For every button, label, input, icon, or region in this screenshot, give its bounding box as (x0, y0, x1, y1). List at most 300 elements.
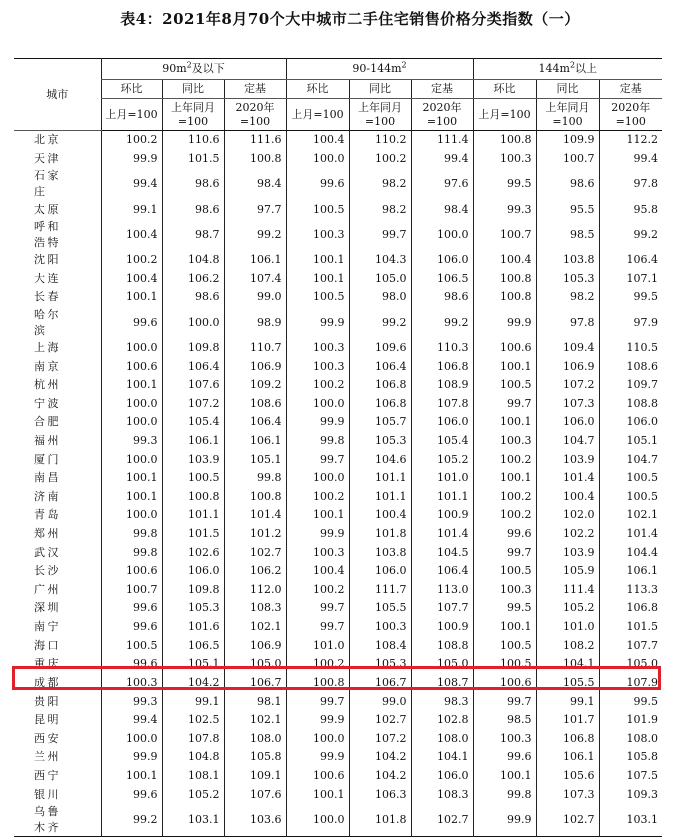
index-cell: 98.5 (536, 219, 599, 251)
index-cell: 101.2 (224, 525, 286, 544)
table-row (14, 339, 662, 358)
index-cell: 105.8 (599, 748, 662, 767)
index-cell: 102.5 (162, 711, 224, 730)
city-cell: 南宁 (34, 620, 59, 634)
base-header: 上月=100 (286, 99, 349, 131)
city-cell: 厦门 (34, 452, 59, 466)
index-cell: 106.9 (536, 357, 599, 376)
index-cell: 100.4 (286, 562, 349, 581)
index-cell: 101.1 (162, 506, 224, 525)
index-cell: 109.3 (599, 785, 662, 804)
index-cell: 103.8 (349, 543, 411, 562)
index-cell: 106.0 (411, 251, 473, 270)
index-cell: 99.9 (473, 804, 536, 837)
index-cell: 99.2 (599, 219, 662, 251)
index-cell: 100.2 (286, 655, 349, 674)
index-cell: 95.8 (599, 200, 662, 219)
index-cell: 102.1 (224, 711, 286, 730)
index-cell: 99.3 (101, 692, 162, 711)
index-cell: 99.8 (286, 432, 349, 451)
index-cell: 101.9 (599, 711, 662, 730)
index-cell: 103.9 (536, 543, 599, 562)
index-cell: 105.0 (349, 269, 411, 288)
city-cell: 长沙 (34, 564, 59, 578)
index-cell: 108.6 (224, 394, 286, 413)
index-cell: 99.2 (349, 307, 411, 339)
index-cell: 99.6 (101, 307, 162, 339)
table-row (14, 525, 662, 544)
index-cell: 100.3 (473, 150, 536, 169)
index-cell: 101.1 (411, 488, 473, 507)
index-cell: 99.8 (101, 543, 162, 562)
index-cell: 100.3 (349, 618, 411, 637)
index-cell: 99.8 (473, 785, 536, 804)
index-cell: 109.4 (536, 339, 599, 358)
index-cell: 99.5 (599, 692, 662, 711)
group-header-large: $144m^2$以上 (473, 59, 662, 80)
index-cell: 108.0 (224, 729, 286, 748)
index-cell: 100.8 (473, 269, 536, 288)
index-cell: 105.8 (224, 748, 286, 767)
index-cell: 100.5 (473, 636, 536, 655)
index-cell: 106.8 (536, 729, 599, 748)
index-cell: 100.1 (286, 251, 349, 270)
index-cell: 102.7 (411, 804, 473, 837)
metric-header: 同比 (162, 80, 224, 99)
base-header: 上月=100 (101, 99, 162, 131)
index-cell: 100.4 (101, 219, 162, 251)
index-cell: 106.4 (349, 357, 411, 376)
city-cell: 西宁 (34, 768, 59, 782)
metric-header: 环比 (101, 80, 162, 99)
index-cell: 100.1 (286, 785, 349, 804)
index-cell: 102.1 (599, 506, 662, 525)
index-cell: 100.4 (473, 251, 536, 270)
index-cell: 105.5 (349, 599, 411, 618)
index-cell: 101.6 (162, 618, 224, 637)
index-cell: 98.6 (411, 288, 473, 307)
index-cell: 100.8 (473, 131, 536, 150)
index-cell: 105.5 (536, 674, 599, 693)
index-cell: 101.7 (536, 711, 599, 730)
city-cell: 太原 (34, 202, 59, 216)
index-cell: 107.6 (224, 785, 286, 804)
index-cell: 100.6 (101, 562, 162, 581)
city-cell: 天津 (34, 151, 59, 165)
metric-header: 环比 (286, 80, 349, 99)
index-cell: 100.3 (473, 729, 536, 748)
table-row (14, 655, 662, 674)
index-cell: 108.7 (411, 674, 473, 693)
index-cell: 98.6 (162, 168, 224, 200)
index-cell: 105.0 (224, 655, 286, 674)
index-cell: 100.5 (473, 655, 536, 674)
metric-header: 环比 (473, 80, 536, 99)
table-row (14, 469, 662, 488)
index-cell: 111.7 (349, 581, 411, 600)
index-cell: 104.2 (349, 748, 411, 767)
index-cell: 101.0 (286, 636, 349, 655)
index-cell: 100.7 (473, 219, 536, 251)
index-cell: 100.2 (101, 131, 162, 150)
index-cell: 105.4 (411, 432, 473, 451)
city-cell: 北京 (34, 133, 59, 147)
index-cell: 104.8 (162, 251, 224, 270)
table-row (14, 432, 662, 451)
city-cell: 青岛 (34, 508, 59, 522)
index-cell: 106.1 (224, 251, 286, 270)
index-cell: 113.3 (599, 581, 662, 600)
index-cell: 105.3 (349, 432, 411, 451)
index-cell: 104.5 (411, 543, 473, 562)
index-cell: 106.4 (224, 413, 286, 432)
index-cell: 100.3 (286, 219, 349, 251)
index-cell: 98.4 (224, 168, 286, 200)
table-row (14, 288, 662, 307)
city-cell: 重庆 (34, 657, 59, 671)
index-cell: 100.2 (473, 506, 536, 525)
index-cell: 99.9 (286, 748, 349, 767)
index-cell: 99.7 (473, 394, 536, 413)
index-cell: 99.9 (101, 748, 162, 767)
index-cell: 104.8 (162, 748, 224, 767)
table-row (14, 219, 662, 251)
index-cell: 109.9 (536, 131, 599, 150)
index-cell: 103.6 (224, 804, 286, 837)
city-cell: 济南 (34, 489, 59, 503)
index-cell: 97.8 (599, 168, 662, 200)
table-row (14, 692, 662, 711)
index-cell: 100.8 (162, 488, 224, 507)
index-cell: 102.7 (349, 711, 411, 730)
index-cell: 100.9 (411, 618, 473, 637)
city-column-header: 城市 (14, 59, 101, 131)
city-cell: 合肥 (34, 415, 59, 429)
index-cell: 99.3 (473, 200, 536, 219)
index-cell: 101.1 (349, 488, 411, 507)
index-cell: 100.2 (473, 488, 536, 507)
index-cell: 100.6 (286, 767, 349, 786)
index-cell: 98.3 (411, 692, 473, 711)
index-cell: 100.1 (101, 288, 162, 307)
city-cell: 兰州 (34, 750, 59, 764)
index-cell: 106.1 (162, 432, 224, 451)
index-cell: 98.6 (536, 168, 599, 200)
table-row (14, 168, 662, 200)
index-cell: 105.1 (224, 450, 286, 469)
index-cell: 99.7 (286, 450, 349, 469)
index-cell: 99.0 (349, 692, 411, 711)
index-cell: 99.9 (286, 711, 349, 730)
index-cell: 110.7 (224, 339, 286, 358)
index-cell: 99.9 (286, 307, 349, 339)
index-cell: 100.6 (473, 674, 536, 693)
index-cell: 106.0 (411, 767, 473, 786)
index-cell: 99.2 (101, 804, 162, 837)
index-cell: 99.6 (101, 785, 162, 804)
city-cell: 南昌 (34, 471, 59, 485)
index-cell: 110.2 (349, 131, 411, 150)
index-cell: 99.2 (411, 307, 473, 339)
index-cell: 102.8 (411, 711, 473, 730)
index-cell: 99.7 (286, 618, 349, 637)
index-cell: 106.9 (224, 357, 286, 376)
metric-header: 同比 (349, 80, 411, 99)
index-cell: 106.7 (349, 674, 411, 693)
city-cell: 乌鲁木齐 (34, 804, 59, 834)
city-cell: 沈阳 (34, 253, 59, 267)
index-cell: 107.8 (411, 394, 473, 413)
index-cell: 100.5 (599, 488, 662, 507)
base-header: 上年同月 =100 (349, 99, 411, 131)
index-cell: 100.0 (411, 219, 473, 251)
index-cell: 100.8 (286, 674, 349, 693)
index-cell: 100.1 (473, 767, 536, 786)
index-cell: 98.2 (349, 168, 411, 200)
table-row (14, 150, 662, 169)
index-cell: 100.5 (162, 469, 224, 488)
index-cell: 101.4 (536, 469, 599, 488)
index-cell: 102.1 (224, 618, 286, 637)
index-cell: 105.1 (162, 655, 224, 674)
city-cell: 武汉 (34, 545, 59, 559)
index-cell: 98.6 (162, 200, 224, 219)
index-cell: 99.8 (101, 525, 162, 544)
index-cell: 98.0 (349, 288, 411, 307)
index-cell: 107.7 (599, 636, 662, 655)
index-cell: 106.8 (349, 376, 411, 395)
index-cell: 95.5 (536, 200, 599, 219)
index-cell: 105.1 (599, 432, 662, 451)
index-cell: 108.2 (536, 636, 599, 655)
index-cell: 107.7 (411, 599, 473, 618)
index-cell: 105.3 (536, 269, 599, 288)
index-cell: 101.8 (349, 804, 411, 837)
index-cell: 108.1 (162, 767, 224, 786)
index-cell: 106.1 (599, 562, 662, 581)
index-cell: 99.9 (286, 413, 349, 432)
index-cell: 100.8 (224, 150, 286, 169)
index-cell: 106.8 (599, 599, 662, 618)
index-cell: 110.6 (162, 131, 224, 150)
index-cell: 99.9 (473, 307, 536, 339)
index-cell: 99.1 (536, 692, 599, 711)
index-cell: 97.8 (536, 307, 599, 339)
index-cell: 99.4 (599, 150, 662, 169)
index-cell: 98.6 (162, 288, 224, 307)
index-cell: 103.8 (536, 251, 599, 270)
index-cell: 100.8 (473, 288, 536, 307)
index-cell: 105.2 (162, 785, 224, 804)
base-header: 2020年 =100 (411, 99, 473, 131)
index-cell: 100.2 (101, 251, 162, 270)
index-cell: 100.0 (101, 394, 162, 413)
table-row (14, 636, 662, 655)
city-cell: 深圳 (34, 601, 59, 615)
index-cell: 109.8 (162, 339, 224, 358)
index-cell: 99.4 (101, 711, 162, 730)
index-cell: 100.4 (349, 506, 411, 525)
index-cell: 99.6 (473, 748, 536, 767)
table-row (14, 674, 662, 693)
index-cell: 101.4 (599, 525, 662, 544)
table-row (14, 748, 662, 767)
index-cell: 105.3 (349, 655, 411, 674)
table-row (14, 711, 662, 730)
index-cell: 102.2 (536, 525, 599, 544)
index-cell: 113.0 (411, 581, 473, 600)
metric-header: 定基 (224, 80, 286, 99)
index-cell: 99.3 (101, 432, 162, 451)
base-header: 上年同月 =100 (536, 99, 599, 131)
index-cell: 104.3 (349, 251, 411, 270)
index-cell: 99.0 (224, 288, 286, 307)
index-cell: 103.1 (599, 804, 662, 837)
index-cell: 100.3 (473, 432, 536, 451)
index-cell: 106.2 (162, 269, 224, 288)
city-cell: 成都 (34, 675, 59, 689)
table-row (14, 729, 662, 748)
index-cell: 107.1 (599, 269, 662, 288)
table-row (14, 251, 662, 270)
index-cell: 98.2 (349, 200, 411, 219)
index-cell: 105.2 (411, 450, 473, 469)
index-cell: 100.0 (101, 413, 162, 432)
group-header-medium: $90-144m^2$ (286, 59, 473, 80)
table-row (14, 269, 662, 288)
index-cell: 99.1 (101, 200, 162, 219)
index-cell: 111.6 (224, 131, 286, 150)
index-cell: 102.6 (162, 543, 224, 562)
index-cell: 106.5 (411, 269, 473, 288)
city-cell: 贵阳 (34, 694, 59, 708)
city-cell: 福州 (34, 434, 59, 447)
index-cell: 100.4 (536, 488, 599, 507)
index-cell: 100.2 (473, 450, 536, 469)
table-row (14, 506, 662, 525)
index-cell: 99.2 (224, 219, 286, 251)
index-cell: 104.7 (536, 432, 599, 451)
index-cell: 107.5 (599, 767, 662, 786)
index-cell: 104.1 (411, 748, 473, 767)
index-cell: 106.0 (162, 562, 224, 581)
index-cell: 107.8 (162, 729, 224, 748)
index-cell: 108.8 (411, 636, 473, 655)
index-cell: 106.4 (599, 251, 662, 270)
table-row (14, 376, 662, 395)
index-cell: 106.0 (349, 562, 411, 581)
index-cell: 100.5 (473, 376, 536, 395)
index-cell: 109.7 (599, 376, 662, 395)
index-cell: 102.0 (536, 506, 599, 525)
city-cell: 西安 (34, 731, 59, 745)
index-cell: 112.0 (224, 581, 286, 600)
table-row (14, 543, 662, 562)
index-cell: 99.7 (349, 219, 411, 251)
index-cell: 110.5 (599, 339, 662, 358)
index-cell: 100.1 (473, 469, 536, 488)
index-cell: 100.0 (101, 339, 162, 358)
base-header: 2020年 =100 (599, 99, 662, 131)
index-cell: 100.8 (224, 488, 286, 507)
index-cell: 108.8 (599, 394, 662, 413)
index-cell: 108.0 (411, 729, 473, 748)
index-cell: 104.7 (599, 450, 662, 469)
index-cell: 100.2 (349, 150, 411, 169)
base-header: 上月=100 (473, 99, 536, 131)
index-cell: 98.2 (536, 288, 599, 307)
table-row (14, 599, 662, 618)
index-cell: 100.6 (101, 357, 162, 376)
index-cell: 100.7 (536, 150, 599, 169)
index-cell: 101.5 (162, 525, 224, 544)
index-cell: 100.2 (286, 376, 349, 395)
index-cell: 105.4 (162, 413, 224, 432)
index-cell: 101.0 (411, 469, 473, 488)
city-cell: 大连 (34, 271, 59, 285)
index-cell: 108.0 (599, 729, 662, 748)
index-cell: 108.6 (599, 357, 662, 376)
index-cell: 100.0 (286, 729, 349, 748)
index-cell: 101.1 (349, 469, 411, 488)
index-cell: 106.2 (224, 562, 286, 581)
index-cell: 112.2 (599, 131, 662, 150)
index-cell: 103.1 (162, 804, 224, 837)
table-row (14, 804, 662, 837)
index-cell: 99.4 (411, 150, 473, 169)
index-cell: 105.2 (536, 599, 599, 618)
index-cell: 106.0 (599, 413, 662, 432)
city-cell: 银川 (34, 787, 59, 801)
metric-header: 同比 (536, 80, 599, 99)
index-cell: 100.3 (286, 543, 349, 562)
table-row (14, 562, 662, 581)
index-cell: 104.4 (599, 543, 662, 562)
index-cell: 99.5 (599, 288, 662, 307)
index-cell: 100.3 (286, 339, 349, 358)
index-cell: 107.3 (536, 394, 599, 413)
group-header-small: $90m^2$及以下 (101, 59, 286, 80)
index-cell: 100.6 (473, 339, 536, 358)
index-cell: 106.5 (162, 636, 224, 655)
index-cell: 106.1 (224, 432, 286, 451)
index-cell: 101.0 (536, 618, 599, 637)
index-cell: 100.2 (286, 581, 349, 600)
index-cell: 102.7 (224, 543, 286, 562)
index-cell: 103.9 (536, 450, 599, 469)
index-cell: 100.3 (473, 581, 536, 600)
index-cell: 106.4 (162, 357, 224, 376)
index-cell: 99.7 (473, 543, 536, 562)
table-row (14, 131, 662, 150)
city-cell: 石家庄 (34, 169, 59, 199)
index-cell: 100.5 (599, 469, 662, 488)
index-cell: 107.6 (162, 376, 224, 395)
index-cell: 100.5 (286, 288, 349, 307)
index-cell: 99.9 (101, 150, 162, 169)
city-cell: 郑州 (34, 527, 59, 541)
index-cell: 106.1 (536, 748, 599, 767)
index-cell: 100.1 (101, 488, 162, 507)
city-cell: 长春 (34, 290, 59, 304)
index-cell: 100.1 (473, 618, 536, 637)
index-cell: 98.4 (411, 200, 473, 219)
index-cell: 106.8 (349, 394, 411, 413)
index-cell: 98.1 (224, 692, 286, 711)
index-cell: 99.6 (286, 168, 349, 200)
index-cell: 99.4 (101, 168, 162, 200)
index-cell: 107.2 (162, 394, 224, 413)
